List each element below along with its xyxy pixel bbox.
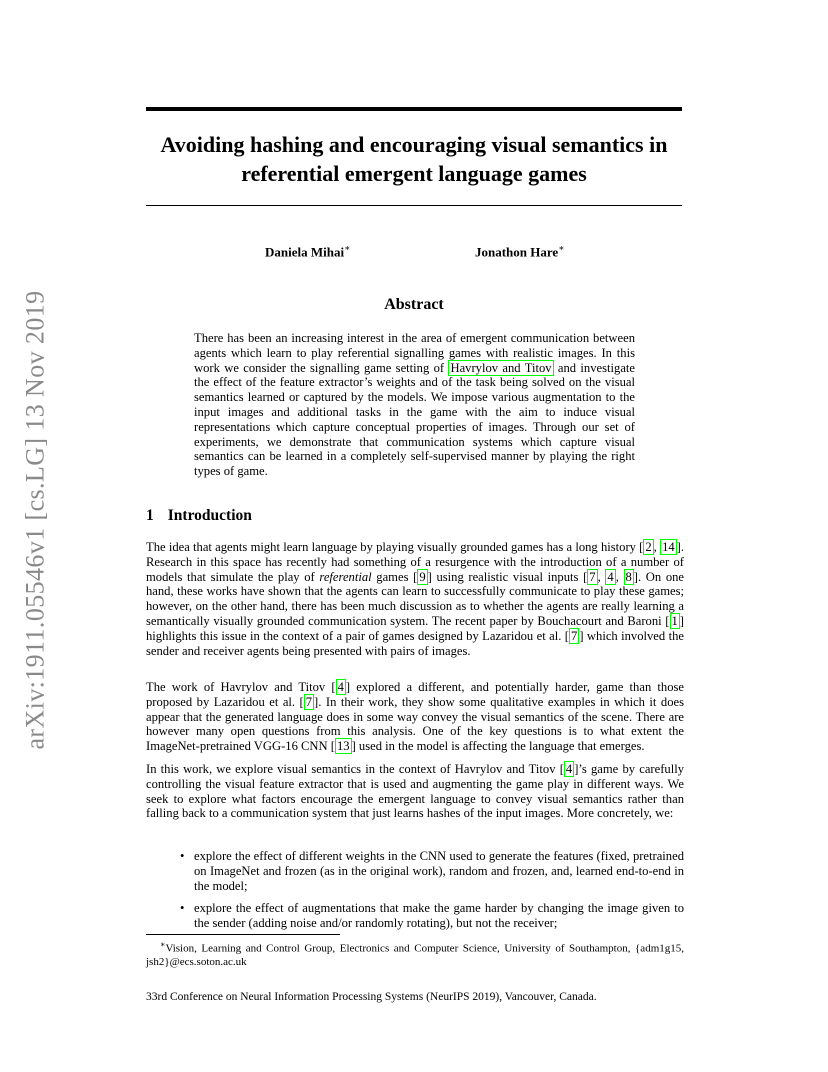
text: ]. On one hand, these works have shown that the agents can learn to successfully communicate to play these games; however, on the other hand, there has been much discussion as to whether the agents are really learning a semantically visually grounded communication system. The recent paper by Bouchacourt and Baroni [ bbox=[146, 569, 685, 628]
text: The idea that agents might learn language by playing visually grounded games has a long history [ bbox=[146, 540, 644, 554]
abstract-heading: Abstract bbox=[384, 296, 444, 313]
footnote bbox=[146, 938, 684, 970]
citation-link[interactable]: 7 bbox=[589, 569, 596, 584]
bullet-icon: • bbox=[180, 849, 185, 863]
abstract-text-1: There has been an increasing interest in the area of emergent communication between agents which learn to play referential signalling games with realistic images. In this work we consider the signalling game setting of bbox=[194, 331, 635, 375]
section-number: 1 bbox=[146, 507, 154, 524]
intro-paragraph-2 bbox=[146, 680, 684, 754]
author-1-mark: ∗ bbox=[344, 243, 351, 253]
contribution-list bbox=[176, 849, 684, 939]
title-bottom-rule bbox=[146, 205, 682, 206]
text: ] highlights this issue in the context of a pair of games designed by Lazaridou et al. [ bbox=[146, 613, 684, 643]
citation-link[interactable]: 9 bbox=[419, 569, 426, 584]
author-1-name: Daniela Mihai bbox=[265, 244, 345, 260]
text: ] used in the model is affecting the language that emerges. bbox=[351, 739, 645, 754]
text: ]. Research in this space has recently had something of a resurgence with the introduction of a number of models that simulate the play of bbox=[146, 540, 684, 584]
citation-link[interactable]: 4 bbox=[607, 569, 614, 584]
list-item-text: explore the effect of different weights in the CNN used to generate the features (fixed, pretrained on ImageNet and frozen (as in the original work), random and frozen, and, learned end-to-end in the model; bbox=[194, 849, 684, 893]
footnote-text: Vision, Learning and Control Group, Electronics and Computer Science, University of Southampton, {adm1g15, jsh2}@ecs.soton.ac.uk bbox=[146, 942, 684, 969]
arxiv-identifier bbox=[16, 285, 56, 755]
section-heading bbox=[146, 507, 252, 525]
citation-link[interactable]: 7 bbox=[571, 628, 578, 643]
text: , bbox=[615, 569, 624, 584]
text: games [ bbox=[371, 569, 418, 584]
text: In this work, we explore visual semantics in the context of Havrylov and Titov [ bbox=[146, 762, 564, 776]
footnote-mark: ∗ bbox=[160, 940, 166, 949]
citation-link[interactable]: 1 bbox=[671, 613, 678, 628]
text: ] which involved the sender and receiver agents being presented with pairs of images. bbox=[146, 628, 685, 658]
abstract-text-2: and investigate the effect of the feature extractor’s weights and of the task being solved on the visual semantics learned or captured by the models. We impose various augmentation to the input images and additional tasks in the game with the aim to induce visual representations which capture conceptual properties of images. Through our set of experiments, we demonstrate that communication systems which capture visual semantics can be learned in a completely self-supervised manner by playing the right types of game. bbox=[194, 360, 635, 479]
text: ] explored a different, and potentially harder, game than those proposed by Lazaridou et al. [ bbox=[146, 680, 685, 709]
section-title: Introduction bbox=[167, 507, 252, 524]
intro-paragraph-3 bbox=[146, 762, 684, 821]
paper-title: Avoiding hashing and encouraging visual semantics in referential emergent language games bbox=[160, 132, 668, 186]
footnote-rule bbox=[146, 934, 340, 935]
citation-link[interactable]: 2 bbox=[645, 540, 652, 554]
text: ] using realistic visual inputs [ bbox=[427, 569, 588, 584]
author-1 bbox=[265, 243, 350, 260]
title-top-rule bbox=[146, 107, 682, 111]
text: ]. In their work, they show some qualitative examples in which it does appear that the generated language does in some way convey the visual semantics of the scene. There are however many open questions from this analysis. One of the key questions is to what extent the ImageNet-pretrained VGG-16 CNN [ bbox=[146, 694, 684, 754]
emphasis-text: referential bbox=[319, 569, 372, 584]
intro-paragraph-1 bbox=[146, 540, 684, 658]
abstract-citation-link[interactable]: Havrylov and Titov bbox=[450, 360, 552, 375]
list-item bbox=[176, 901, 684, 931]
arxiv-identifier-text: arXiv:1911.05546v1 [cs.LG] 13 Nov 2019 bbox=[21, 290, 51, 750]
author-2-name: Jonathon Hare bbox=[475, 244, 559, 260]
list-item bbox=[176, 849, 684, 893]
bullet-icon: • bbox=[180, 901, 185, 916]
citation-link[interactable]: 13 bbox=[336, 739, 350, 754]
list-item-text: explore the effect of augmentations that make the game harder by changing the image given to the sender (adding noise and/or randomly rotating), but not the receiver; bbox=[194, 901, 684, 931]
text: , bbox=[653, 540, 661, 554]
conference-notice: 33rd Conference on Neural Information Processing Systems (NeurIPS 2019), Vancouver, Canada. bbox=[146, 991, 597, 1003]
text: The work of Havrylov and Titov [ bbox=[146, 680, 336, 694]
citation-link[interactable]: 4 bbox=[565, 762, 573, 776]
abstract-body bbox=[194, 331, 635, 479]
citation-link[interactable]: 14 bbox=[662, 540, 675, 554]
author-2 bbox=[475, 243, 564, 260]
citation-link[interactable]: 4 bbox=[337, 680, 344, 694]
text: ]’s game by carefully controlling the visual feature extractor that is used and augmenting the game play in different ways. We seek to explore what factors encourage the emergent language to convey visual semantics rather than falling back to a communication system that just learns hashes of the input images. More concretely, we: bbox=[146, 762, 684, 821]
citation-link[interactable]: 7 bbox=[305, 694, 313, 709]
citation-link[interactable]: 8 bbox=[625, 569, 632, 584]
text: , bbox=[597, 569, 606, 584]
author-2-mark: ∗ bbox=[558, 243, 565, 253]
